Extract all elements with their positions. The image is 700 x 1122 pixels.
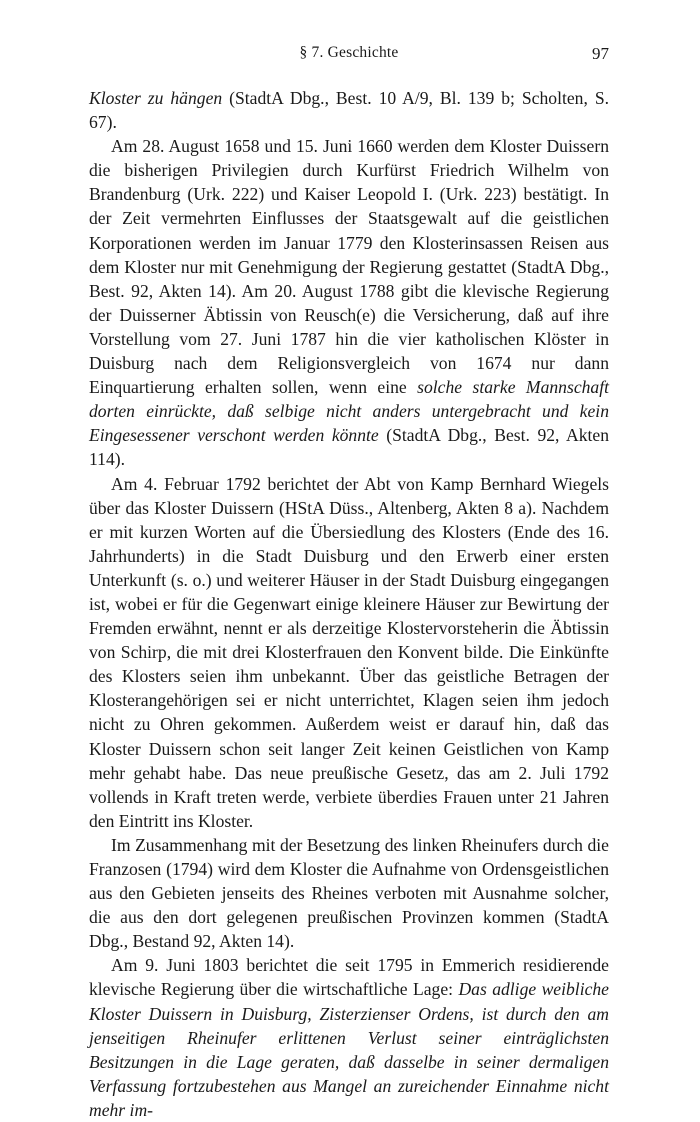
- text-run: Am 28. August 1658 und 15. Juni 1660 werden dem Kloster Duissern die bisherigen Privilegien durch Kurfürst Friedrich Wilhelm von Brandenburg (Urk. 222) und Kaiser Leopold I. (Urk. 223) bestätigt. In der Zeit vermehrten Einflusses der Staatsgewalt auf die geistlichen Korporationen werden im Januar 1779 den Klosterinsassen Reisen aus dem Kloster nur mit Genehmigung der Regierung gestattet (StadtA Dbg., Best. 92, Akten 14). Am 20. August 1788 gibt die klevische Regierung der Duisserner Äbtissin von Reusch(e) die Versicherung, daß auf ihre Vorstellung vom 27. Juni 1787 hin die vier katholischen Klöster in Duisburg nach dem Religionsvergleich von 1674 nur dann Einquartierung erhalten sollen, wenn eine: [89, 136, 609, 398]
- running-head: [89, 44, 609, 70]
- italic-run: Kloster zu hängen: [89, 88, 223, 108]
- paragraph-5: [89, 953, 609, 1122]
- section-title: § 7. Geschichte: [299, 44, 399, 61]
- page-number: 97: [592, 44, 609, 63]
- text-run: (StadtA Dbg., Best. 92, Akten 114).: [89, 425, 610, 470]
- text-run: Am 9. Juni 1803 berichtet die seit 1795 in Emmerich residierende klevische Regierung über die wirtschaftliche Lage:: [89, 955, 609, 1000]
- paragraph-3: [89, 472, 609, 833]
- italic-run: solche starke Mannschaft dorten einrückte, daß selbige nicht anders untergebracht und kein Eingesessener verschont werden könnte: [89, 377, 610, 446]
- page-body: [89, 86, 609, 1122]
- paragraph-1: [89, 86, 609, 134]
- text-run: (StadtA Dbg., Best. 10 A/9, Bl. 139 b; Scholten, S. 67).: [89, 88, 610, 133]
- italic-run: Das adlige weibliche Kloster Duissern in Duisburg, Zisterzienser Ordens, ist durch den am jenseitigen Rheinufer erlittenen Verlust seiner einträglichsten Besitzungen in die Lage geraten, daß dasselbe in seiner dermaligen Verfassung fortzubestehen aus Mangel an zureichender Einnahme nicht mehr im-: [89, 979, 609, 1120]
- text-run: Im Zusammenhang mit der Besetzung des linken Rheinufers durch die Franzosen (1794) wird dem Kloster die Aufnahme von Ordensgeistlichen aus den Gebieten jenseits des Rheines verboten mit Ausnahme solcher, die aus den dort gelegenen preußischen Provinzen kommen (StadtA Dbg., Bestand 92, Akten 14).: [89, 834, 609, 952]
- paragraph-4: [89, 833, 609, 953]
- paragraph-2: [89, 134, 609, 471]
- book-page: [89, 44, 609, 1122]
- text-run: Am 4. Februar 1792 berichtet der Abt von Kamp Bernhard Wiegels über das Kloster Duissern (HStA Düss., Altenberg, Akten 8 a). Nachdem er mit kurzen Worten auf die Übersiedlung des Klosters (Ende des 16. Jahrhunderts) in die Stadt Duisburg und den Erwerb einer ersten Unterkunft (s. o.) und weiterer Häuser in der Stadt Duisburg eingegangen ist, wobei er für die Gegenwart einige kleinere Häuser zur Bewirtung der Fremden erwähnt, nennt er als derzeitige Klostervorsteherin die Äbtissin von Schirp, die mit drei Klosterfrauen den Konvent bilde. Die Einkünfte des Klosters seien ihm unbekannt. Über das geistliche Betragen der Klosterangehörigen sei er nicht unterrichtet, Klagen seien ihm jedoch nicht zu Ohren gekommen. Außerdem weist er darauf hin, daß das Kloster Duissern schon seit langer Zeit keinen Geistlichen von Kamp mehr gehabt habe. Das neue preußische Gesetz, das am 2. Juli 1792 vollends in Kraft treten werde, verbiete überdies Frauen unter 21 Jahren den Eintritt ins Kloster.: [89, 473, 609, 831]
